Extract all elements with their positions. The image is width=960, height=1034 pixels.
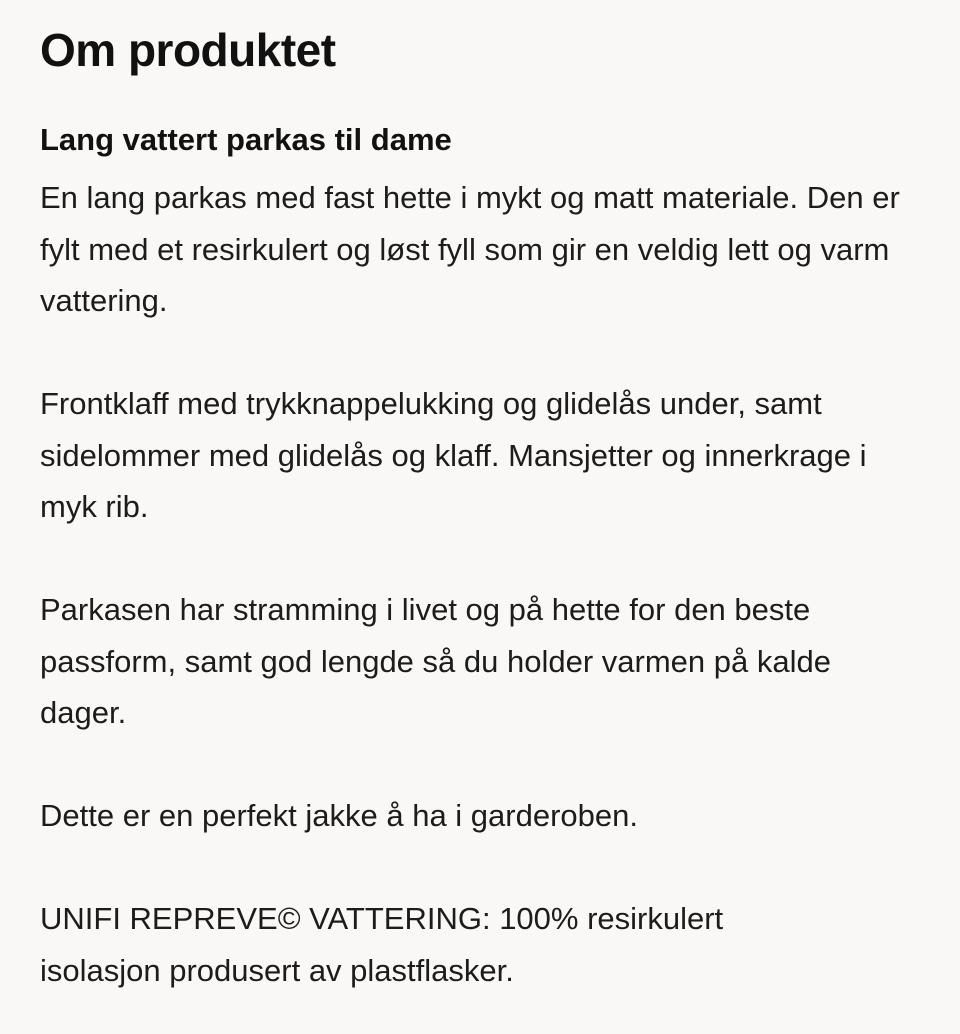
- paragraph-spacer: [40, 327, 920, 379]
- section-title: Om produktet: [40, 24, 336, 76]
- description-paragraph-2: Frontklaff med trykknappelukking og glidelås under, samt sidelommer med glidelås og klaff. Mansjetter og innerkrage i myk rib.: [40, 386, 867, 524]
- paragraph-spacer: [40, 533, 920, 585]
- description-paragraph-4: Dette er en perfekt jakke å ha i garderoben.: [40, 798, 638, 833]
- product-subtitle: Lang vattert parkas til dame: [40, 122, 452, 157]
- description-paragraph-5: UNIFI REPREVE© VATTERING: 100% resirkulert isolasjon produsert av plastflasker.: [40, 901, 724, 988]
- description-paragraph-3: Parkasen har stramming i livet og på hette for den beste passform, samt god lengde så du holder varmen på kalde dager.: [40, 592, 831, 730]
- paragraph-spacer: [40, 842, 920, 894]
- paragraph-spacer: [40, 739, 920, 791]
- product-description: [40, 160, 920, 996]
- description-paragraph-1: En lang parkas med fast hette i mykt og matt materiale. Den er fylt med et resirkulert og løst fyll som gir en veldig lett og varm vattering.: [40, 180, 900, 318]
